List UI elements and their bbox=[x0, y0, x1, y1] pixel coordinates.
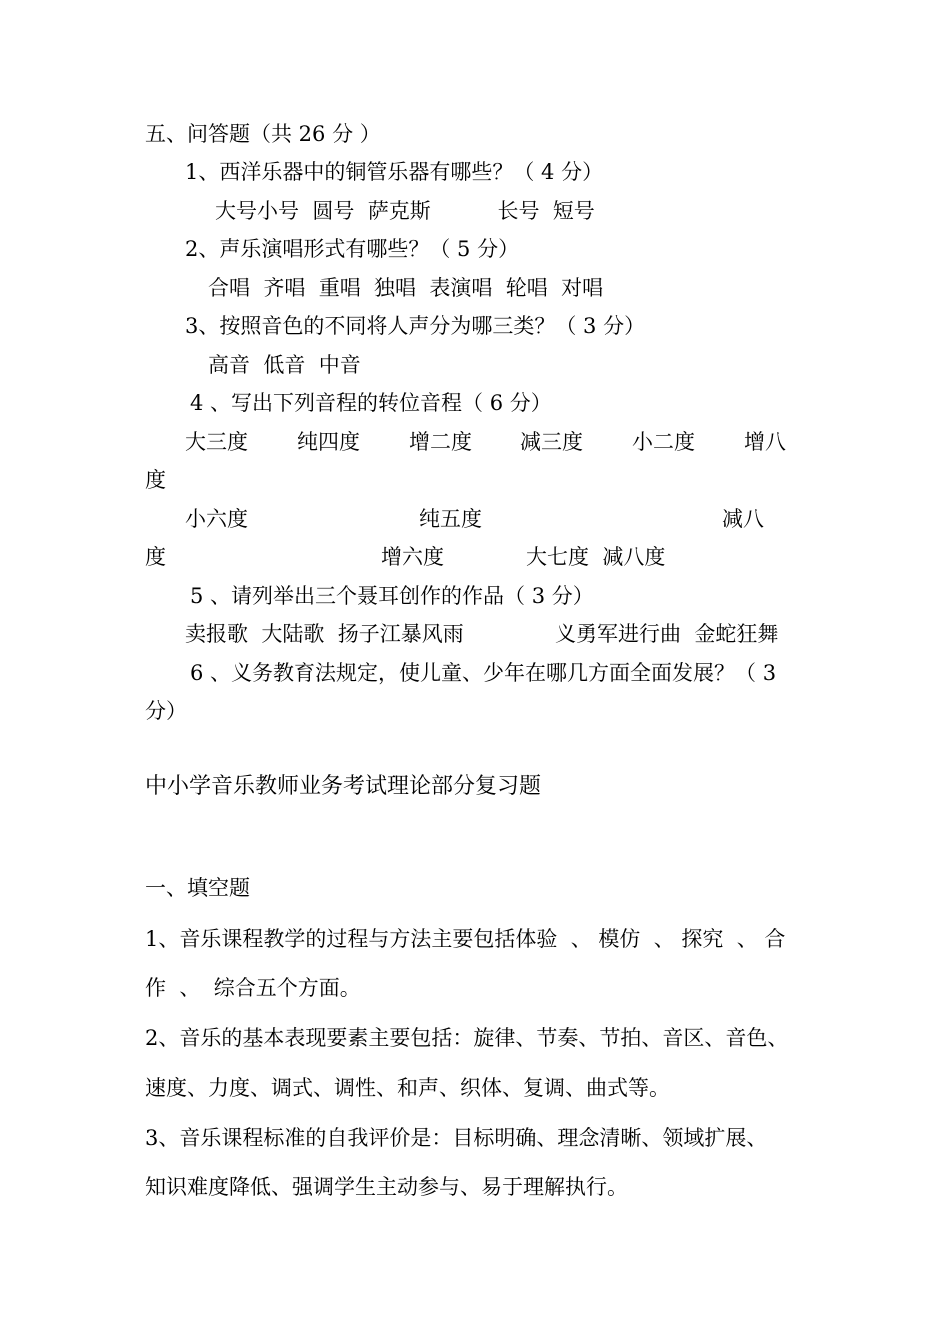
q1-question: 1、西洋乐器中的铜管乐器有哪些？（ 4 分） bbox=[185, 160, 604, 184]
q6-question: 6 、义务教育法规定，使儿童、少年在哪几方面全面发展？（ 3 bbox=[190, 661, 777, 685]
q4-interval: 小六度 bbox=[185, 507, 248, 531]
q4-interval: 增二度 bbox=[409, 430, 472, 454]
q3-answer: 高音 低音 中音 bbox=[208, 353, 361, 377]
fill-item-2-cont: 速度、力度、调式、调性、和声、织体、复调、曲式等。 bbox=[145, 1076, 670, 1100]
q4-interval: 增八 bbox=[744, 430, 786, 454]
q4-interval: 增六度 bbox=[381, 545, 444, 569]
q4-interval: 小二度 bbox=[632, 430, 695, 454]
section5-title: 五、问答题（共 26 分 ） bbox=[145, 122, 381, 146]
q4-interval: 减三度 bbox=[520, 430, 583, 454]
q1-answer: 大号小号 圆号 萨克斯 长号 短号 bbox=[215, 199, 595, 223]
q4-interval: 大三度 bbox=[185, 430, 248, 454]
q4-interval: 减八 bbox=[722, 507, 764, 531]
q5-question: 5 、请列举出三个聂耳创作的作品（ 3 分） bbox=[190, 584, 594, 608]
fill-item-3-cont: 知识难度降低、强调学生主动参与、易于理解执行。 bbox=[145, 1175, 628, 1199]
fill-item-1-cont: 作 、 综合五个方面。 bbox=[145, 976, 361, 1000]
fill-item-1: 1、音乐课程教学的过程与方法主要包括体验 、 模仿 、 探究 、 合 bbox=[145, 927, 786, 951]
section1-title: 一、填空题 bbox=[145, 876, 250, 900]
q4-interval: 大七度 减八度 bbox=[526, 545, 666, 569]
q4-interval: 纯四度 bbox=[297, 430, 360, 454]
q2-question: 2、声乐演唱形式有哪些？（ 5 分） bbox=[185, 237, 520, 261]
q3-question: 3、按照音色的不同将人声分为哪三类？（ 3 分） bbox=[185, 314, 646, 338]
q5-answer: 义勇军进行曲 金蛇狂舞 bbox=[555, 622, 779, 646]
q4-interval: 纯五度 bbox=[419, 507, 482, 531]
fill-item-3: 3、音乐课程标准的自我评价是：目标明确、理念清晰、领域扩展、 bbox=[145, 1126, 768, 1150]
q6-question-wrap: 分） bbox=[145, 699, 187, 723]
q4-question: 4 、写出下列音程的转位音程（ 6 分） bbox=[190, 391, 552, 415]
q4-interval-wrap: 度 bbox=[145, 545, 166, 569]
fill-item-2: 2、音乐的基本表现要素主要包括：旋律、节奏、节拍、音区、音色、 bbox=[145, 1026, 789, 1050]
q4-interval-wrap: 度 bbox=[145, 468, 166, 492]
q5-answer: 卖报歌 大陆歌 扬子江暴风雨 bbox=[185, 622, 464, 646]
q2-answer: 合唱 齐唱 重唱 独唱 表演唱 轮唱 对唱 bbox=[208, 276, 604, 300]
review-title: 中小学音乐教师业务考试理论部分复习题 bbox=[145, 774, 542, 799]
